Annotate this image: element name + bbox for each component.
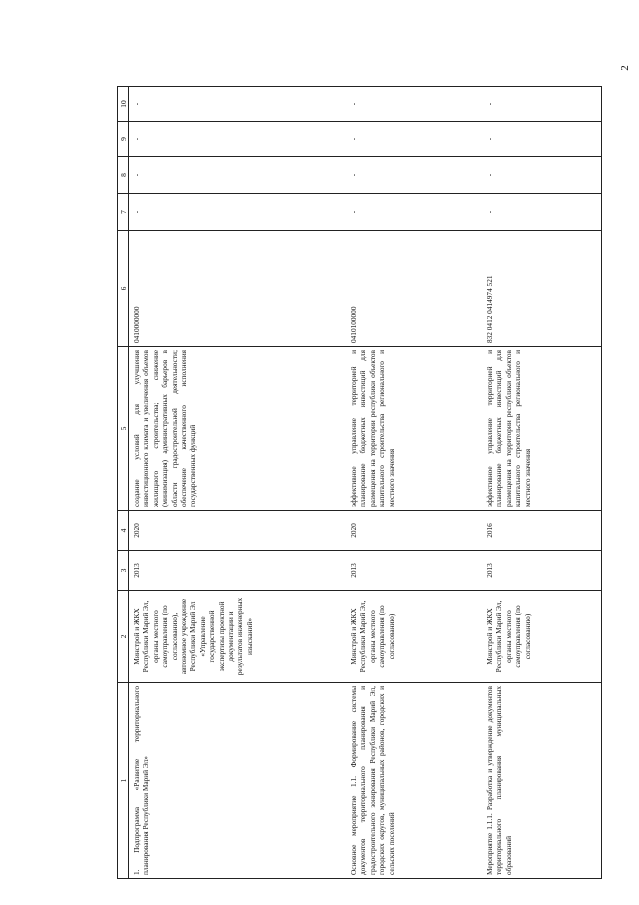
cell-budget-code: 832 0412 0414974 521 bbox=[482, 231, 602, 347]
col-header-8: 8 bbox=[118, 157, 129, 194]
col-header-5: 5 bbox=[118, 347, 129, 511]
page-number: 2 bbox=[619, 65, 631, 71]
cell-end-year: 2016 bbox=[482, 511, 602, 551]
cell-executor: Минстрой и ЖКХ Республики Марий Эл, органы местного самоуправления (по согласованию), автономное учреждение Республики Марий Эл «Управление государственной экспертизы проектной документации и результатов инженерных изысканий» bbox=[129, 591, 347, 683]
cell-expected-result: создание условий для улучшения инвестиционного климата и увеличения объемов жилищного строительства; снижение (минимизация) административных барьеров в области градостроительной деятельности; обеспечение качественного исполнения государственных функций bbox=[129, 347, 347, 511]
cell-col7: - bbox=[482, 194, 602, 231]
cell-col8: - bbox=[129, 157, 347, 194]
header-row bbox=[118, 87, 129, 879]
cell-program-name: 1. Подпрограмма «Развитие территориального планирования Республики Марий Эл» bbox=[129, 683, 347, 879]
cell-col10: - bbox=[482, 87, 602, 122]
col-header-9: 9 bbox=[118, 122, 129, 157]
table-row bbox=[482, 87, 602, 879]
col-header-7: 7 bbox=[118, 194, 129, 231]
cell-budget-code: 0410100000 bbox=[346, 231, 482, 347]
cell-col7: - bbox=[346, 194, 482, 231]
col-header-4: 4 bbox=[118, 511, 129, 551]
cell-end-year: 2020 bbox=[346, 511, 482, 551]
cell-col9: - bbox=[129, 122, 347, 157]
program-table bbox=[117, 86, 602, 879]
col-header-1: 1 bbox=[118, 683, 129, 879]
cell-col9: - bbox=[482, 122, 602, 157]
cell-program-name: Основное мероприятие 1.1. Формирование системы документов территориального планирования и градостроительного зонирования Республики Марий Эл, городских округов, муниципальных районов, городских и сельских поселений bbox=[346, 683, 482, 879]
cell-budget-code: 0410000000 bbox=[129, 231, 347, 347]
col-header-2: 2 bbox=[118, 591, 129, 683]
cell-col8: - bbox=[346, 157, 482, 194]
cell-expected-result: эффективное управление территорией и планирование бюджетных инвестиций для размещения на территории республики объектов капитального строительства регионального и местного значения bbox=[482, 347, 602, 511]
cell-col8: - bbox=[482, 157, 602, 194]
cell-expected-result: эффективное управление территорией и планирование бюджетных инвестиций для размещения на территории республики объектов капитального строительства регионального и местного значения bbox=[346, 347, 482, 511]
rotated-table-sheet bbox=[117, 87, 615, 879]
cell-col7: - bbox=[129, 194, 347, 231]
col-header-10: 10 bbox=[118, 87, 129, 122]
table-row bbox=[346, 87, 482, 879]
cell-end-year: 2020 bbox=[129, 511, 347, 551]
cell-executor: Минстрой и ЖКХ Республики Марий Эл, органы местного самоуправления (по согласованию) bbox=[346, 591, 482, 683]
cell-executor: Минстрой и ЖКХ Республики Марий Эл, органы местного самоуправления (по согласованию) bbox=[482, 591, 602, 683]
table-row bbox=[129, 87, 347, 879]
cell-start-year: 2013 bbox=[346, 551, 482, 591]
cell-col10: - bbox=[346, 87, 482, 122]
cell-col9: - bbox=[346, 122, 482, 157]
col-header-6: 6 bbox=[118, 231, 129, 347]
cell-program-name: Мероприятие 1.1.1. Разработка и утверждение документов территориального планирования муниципальных образований bbox=[482, 683, 602, 879]
cell-col10: - bbox=[129, 87, 347, 122]
cell-start-year: 2013 bbox=[129, 551, 347, 591]
col-header-3: 3 bbox=[118, 551, 129, 591]
cell-start-year: 2013 bbox=[482, 551, 602, 591]
